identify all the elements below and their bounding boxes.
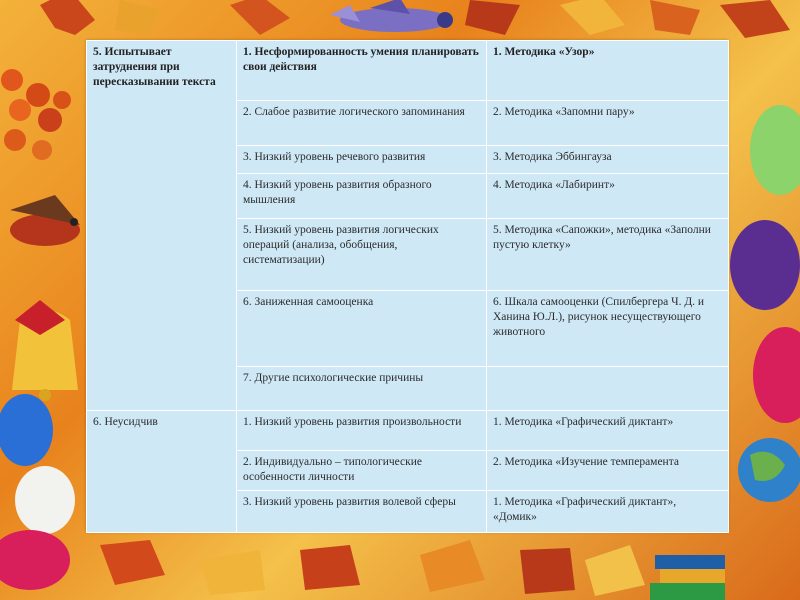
table-cell-method: 1. Методика «Графический диктант»	[487, 411, 729, 451]
table-row	[87, 41, 729, 101]
table-panel	[86, 40, 728, 532]
table-cell-cause: 3. Низкий уровень развития волевой сферы	[237, 491, 487, 533]
table-cell-method: 4. Методика «Лабиринт»	[487, 174, 729, 219]
table-cell-difficulty: 6. Неусидчив	[87, 411, 237, 533]
table-cell-cause: 3. Низкий уровень речевого развития	[237, 146, 487, 174]
table-cell-method: 1. Методика «Узор»	[487, 41, 729, 101]
table-cell-cause: 1. Низкий уровень развития произвольности	[237, 411, 487, 451]
table-cell-cause: 2. Слабое развитие логического запоминания	[237, 101, 487, 146]
table-cell-method: 1. Методика «Графический диктант», «Домик»	[487, 491, 729, 533]
table-cell-method	[487, 367, 729, 411]
table-cell-cause: 1. Несформированность умения планировать свои действия	[237, 41, 487, 101]
table-cell-difficulty: 5. Испытывает затруднения при пересказывании текста	[87, 41, 237, 411]
table-cell-cause: 6. Заниженная самооценка	[237, 291, 487, 367]
balloon-left	[0, 394, 75, 590]
toy-airplane	[330, 0, 453, 32]
table-cell-cause: 2. Индивидуально – типологические особенности личности	[237, 451, 487, 491]
globe	[738, 438, 800, 502]
table-cell-method: 2. Методика «Запомни пару»	[487, 101, 729, 146]
table-cell-method: 2. Методика «Изучение темперамента	[487, 451, 729, 491]
table-cell-cause: 7. Другие психологические причины	[237, 367, 487, 411]
balloons-right	[730, 105, 800, 423]
table-cell-cause: 4. Низкий уровень развития образного мышления	[237, 174, 487, 219]
autumn-leaves-bottom	[100, 540, 645, 596]
bird	[10, 195, 80, 246]
books	[650, 555, 725, 600]
rowan-berries	[1, 69, 71, 160]
table-row	[87, 411, 729, 451]
table-cell-method: 3. Методика Эббингауза	[487, 146, 729, 174]
table-cell-method: 5. Методика «Сапожки», методика «Заполни пустую клетку»	[487, 219, 729, 291]
table-cell-method: 6. Шкала самооценки (Спилбергера Ч. Д. и Ханина Ю.Л.), рисунок несуществующего животного	[487, 291, 729, 367]
bell	[12, 300, 78, 401]
diagnostics-table	[86, 40, 729, 533]
table-cell-cause: 5. Низкий уровень развития логических операций (анализа, обобщения, систематизации)	[237, 219, 487, 291]
